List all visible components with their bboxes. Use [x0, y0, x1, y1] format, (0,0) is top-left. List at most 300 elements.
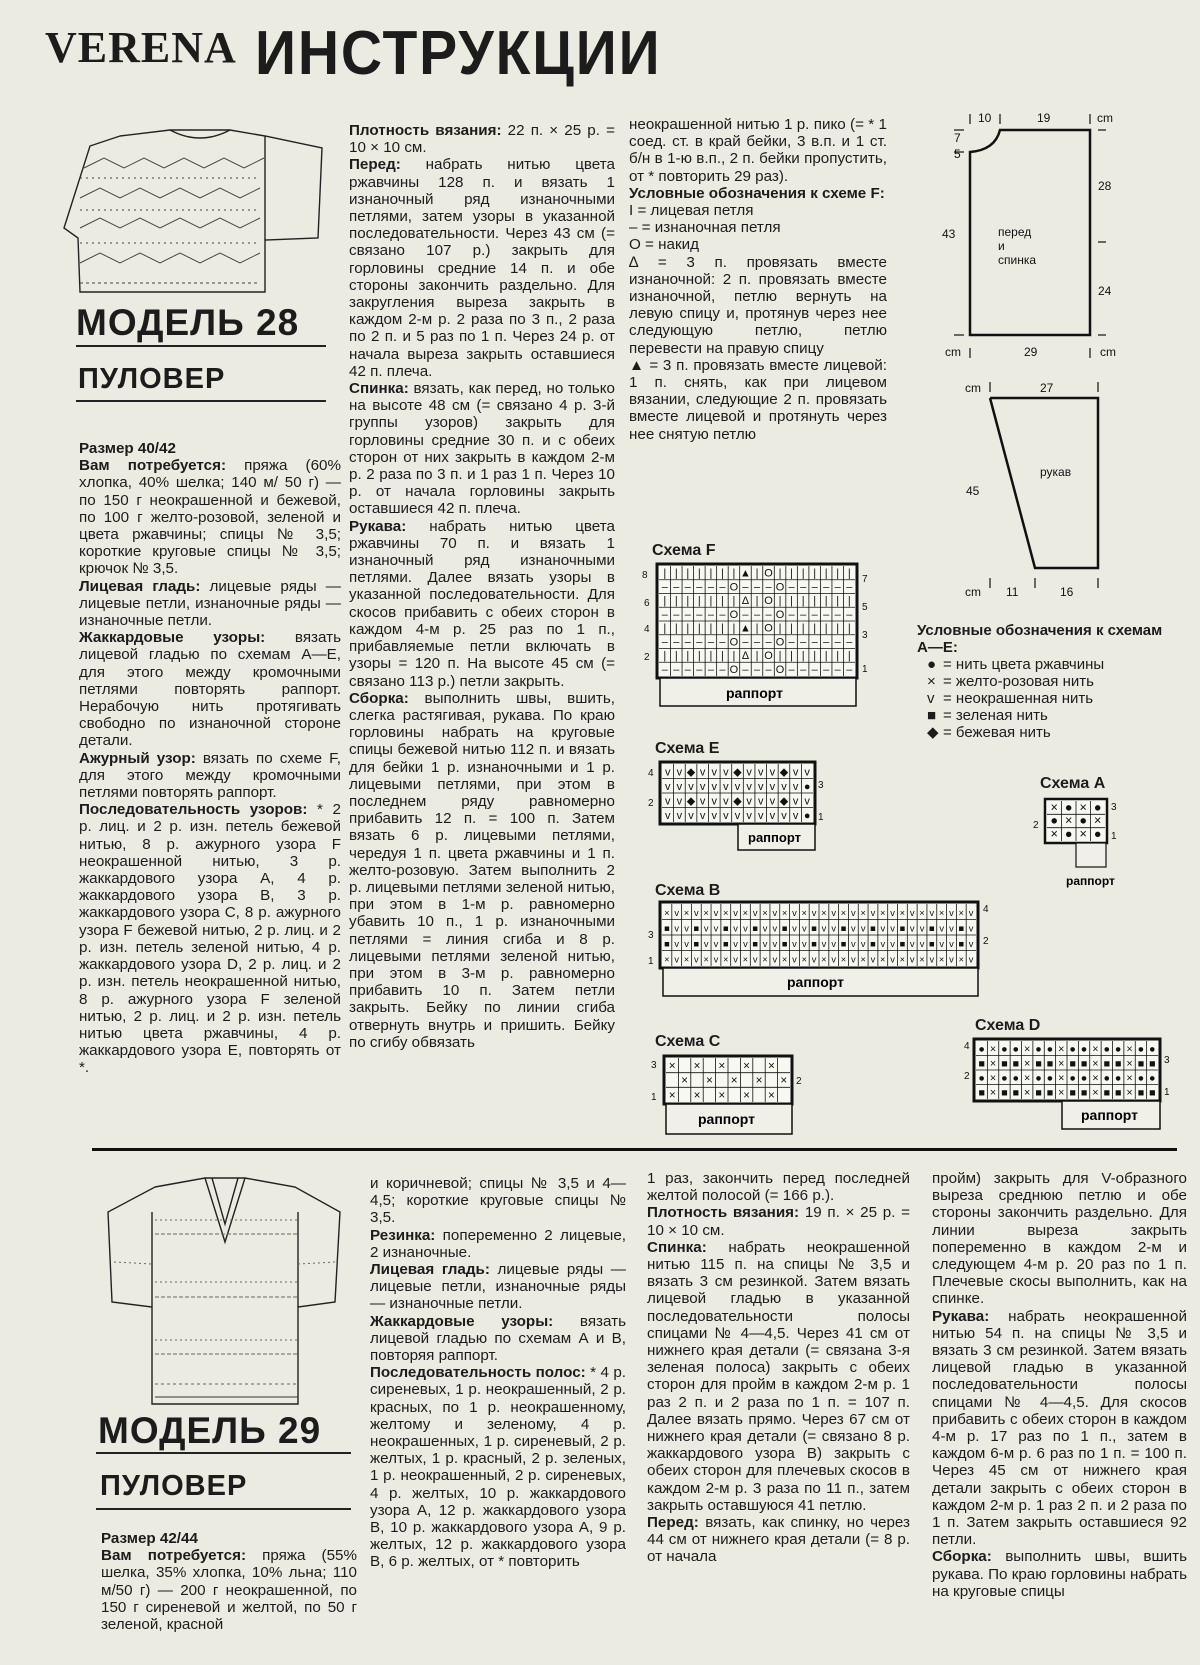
chart-cell: ×	[742, 954, 749, 965]
chart-cell: –	[788, 581, 795, 594]
chart-cell: ●	[1046, 1043, 1054, 1056]
model-28-title: МОДЕЛЬ 28	[76, 302, 300, 343]
front-label: Перед:	[349, 156, 401, 174]
chart-cell: v	[711, 766, 718, 779]
stockinette-label: Лицевая гладь:	[370, 1261, 490, 1279]
chart-cell: ×	[781, 954, 788, 965]
chart-cell: ×	[989, 1043, 997, 1056]
chart-cell: ●	[1137, 1072, 1145, 1085]
stockinette-text: лицевые ряды — лицевые петли, изнаночные ряды — изнаночные петли.	[79, 577, 341, 630]
chart-cell: v	[968, 939, 974, 950]
chart-cell: v	[746, 795, 752, 808]
stripes-text: * 4 р. сиреневых, 1 р. неокрашенный, 2 р. красных, по 1 р. неокрашенному, желтому и зеленому, 4 р. неокрашенных, 1 р. сиреневый, 2 р. желтых, 1 р. красный, 2 р. зеленых, 1 р. неокрашенный, 2 р. сиреневых, 4 р. желтых, 10 р. жаккардового узора А, 12 р. жаккардового узора В, 10 р. жаккардового узора А, 9 р. желтых, 12 р. жаккардового узора В, 6 р. желтых, от * повторить	[370, 1364, 626, 1571]
svg-text:8: 8	[642, 570, 648, 581]
picot-text: неокрашенной нитью 1 р. пико (= * 1 соед. ст. в край бейки, 3 в.п. и 1 ст. б/н в 1-ю в.п., 2 п. бейки пропустить, от * повторить 29 раз).	[629, 116, 887, 185]
chart-cell: ×	[1079, 827, 1087, 842]
divider	[96, 1452, 351, 1454]
sequence-label: Последовательность узоров:	[79, 801, 308, 819]
chart-cell: v	[674, 923, 680, 934]
chart-cell: v	[811, 954, 817, 965]
chart-cell: ×	[705, 1074, 713, 1088]
chart-cell: v	[723, 809, 729, 822]
chart-cell: ◆	[733, 766, 742, 779]
chart-cell: v	[694, 954, 699, 965]
chart-cell: ●	[1079, 813, 1088, 828]
svg-text:2: 2	[1033, 820, 1039, 831]
chart-cell: O	[775, 581, 785, 594]
chart-cell: |	[824, 595, 828, 608]
chart-cell: |	[824, 567, 828, 580]
chart-cell: ×	[989, 1072, 997, 1085]
chart-cell: ×	[989, 1057, 997, 1070]
chart-cell: |	[709, 567, 713, 580]
chart-cell: v	[757, 795, 764, 808]
chart-cell: ×	[860, 908, 866, 919]
chart-cell: |	[790, 650, 794, 663]
chart-cell: ×	[801, 908, 808, 919]
chart-cell: ×	[938, 908, 945, 919]
chart-cell: v	[733, 954, 738, 965]
chart-cell: ×	[1079, 800, 1087, 815]
svg-text:2: 2	[796, 1076, 802, 1087]
chart-cell: –	[684, 581, 691, 594]
section-divider	[92, 1148, 1177, 1151]
chart-cell: v	[870, 908, 876, 919]
chart-cell: –	[742, 608, 749, 621]
chart-cell: ■	[722, 939, 729, 950]
chart-cell: ■	[1149, 1057, 1156, 1070]
chart-cell: ■	[752, 923, 759, 934]
piece-label: и	[998, 239, 1005, 253]
chart-cell: v	[781, 780, 787, 793]
chart-cell: v	[676, 809, 683, 822]
chart-cell: –	[846, 636, 853, 649]
chart-cell: v	[870, 954, 876, 965]
dim-24: 24	[1098, 284, 1112, 298]
chart-cell: ■	[899, 939, 906, 950]
page-title: ИНСТРУКЦИИ	[255, 19, 662, 88]
chart-cell: v	[890, 954, 895, 965]
chart-cell: –	[753, 636, 761, 649]
chart-cell: ■	[1012, 1086, 1020, 1099]
legend-f-item: O = накид	[629, 236, 699, 254]
chart-cell: ●	[803, 780, 811, 793]
chart-cell: ×	[762, 954, 768, 965]
chart-cell: |	[755, 567, 759, 580]
chart-cell: ■	[840, 923, 847, 934]
back-text: вязать, как перед, но только на высоте 48 см (= связано 4 р. 3-й группы узоров) закрыть для горловины средние 30 п. и с обеих сторон от них закрыть в каждом 2-м р. 2 раза по 3 п. и 1 раз 1 п. Через 10 р. от начала горловины закрыть оставшиеся 42 п. плеча.	[349, 380, 615, 518]
chart-cell: –	[823, 636, 830, 649]
chart-cell: ●	[1149, 1072, 1156, 1085]
chart-cell: |	[790, 595, 794, 608]
chart-cell: v	[733, 923, 738, 934]
chart-cell: ×	[742, 908, 749, 919]
svg-text:3: 3	[651, 1060, 657, 1071]
needs-text: пряжа (60% хлопка, 40% шелка; 140 м/ 50 г) — по 150 г неокрашенной и бежевой, по 100 г желто-розовой, зеленой и цвета ржавчины; спицы № 3,5; короткие круговые спицы № 3,5; крючок № 3,5.	[79, 457, 341, 578]
chart-cell: O	[729, 663, 739, 676]
chart-cell: v	[890, 939, 895, 950]
chart-cell: ●	[1012, 1072, 1020, 1085]
model-29-title: МОДЕЛЬ 29	[98, 1410, 322, 1451]
chart-cell: O	[764, 650, 773, 663]
gauge-label: Плотность вязания:	[349, 122, 502, 139]
chart-cell: ×	[1094, 813, 1102, 828]
chart-cell: v	[939, 939, 944, 950]
chart-cell: v	[752, 908, 758, 919]
chart-cell: |	[686, 595, 690, 608]
chart-cell: ×	[703, 908, 709, 919]
jacquard-text: вязать лицевой гладью по схемам А и В, повторяя раппорт.	[370, 1312, 626, 1365]
rapport-label: раппорт	[748, 830, 801, 845]
dim-5: 5	[954, 147, 961, 161]
model-29-type: ПУЛОВЕР	[100, 1470, 248, 1502]
chart-cell: |	[790, 622, 794, 635]
chart-cell: ◆	[779, 766, 789, 779]
chart-cell: ●	[1093, 827, 1102, 842]
needs-label: Вам потребуется:	[79, 457, 227, 475]
chart-cell: –	[765, 608, 772, 621]
rib-label: Резинка:	[370, 1226, 436, 1244]
svg-text:4: 4	[648, 768, 654, 779]
svg-text:1: 1	[648, 956, 654, 967]
chart-cell: –	[834, 663, 841, 676]
sleeves-label: Рукава:	[932, 1307, 990, 1325]
chart-cell: ■	[899, 923, 906, 934]
chart-cell: ×	[1024, 1043, 1031, 1056]
chart-cell: |	[720, 650, 724, 663]
chart-cell: v	[733, 939, 738, 950]
chart-cell: |	[813, 622, 817, 635]
legend-f-item: – = изнаночная петля	[629, 219, 781, 237]
chart-cell: v	[757, 809, 764, 822]
chart-cell: ×	[1058, 1043, 1065, 1056]
chart-cell: ■	[1001, 1086, 1008, 1099]
assembly-text: выполнить швы, вшить рукава. По краю горловины набрать на круговые спицы	[932, 1548, 1187, 1600]
chart-cell: |	[801, 650, 805, 663]
chart-cell: |	[813, 650, 817, 663]
rib-text: попеременно 2 лицевые, 2 изнаночные.	[370, 1226, 626, 1261]
svg-text:2: 2	[644, 652, 650, 663]
chart-cell: |	[697, 567, 701, 580]
chart-cell: ●	[1050, 813, 1059, 828]
chart-cell: ●	[1137, 1043, 1145, 1056]
chart-cell: ×	[668, 1059, 676, 1073]
chart-cell: v	[909, 923, 915, 934]
legend-item: × = желто-розовая нить	[927, 673, 1094, 690]
chart-d	[962, 1035, 1172, 1135]
needs-text: пряжа (55% шелка, 35% хлопка, 10% льна; 110 м/50 г) — 200 г неокрашенной, по 150 г сиреневой и желтой, по 50 г зеленой, красной	[101, 1547, 357, 1634]
chart-cell: ×	[880, 954, 886, 965]
chart-cell: v	[804, 795, 810, 808]
dim-neck: 10	[978, 111, 992, 125]
chart-cell: ×	[1024, 1072, 1031, 1085]
chart-cell: –	[684, 636, 691, 649]
chart-cell: v	[968, 954, 974, 965]
model-29-column-1	[101, 1530, 357, 1633]
chart-cell: ×	[1024, 1086, 1031, 1099]
chart-cell: ■	[1046, 1057, 1054, 1070]
chart-a	[1030, 793, 1120, 893]
chart-cell: ×	[801, 954, 808, 965]
svg-text:4: 4	[983, 904, 989, 915]
chart-cell: ×	[767, 1088, 775, 1102]
model-28-column-2	[349, 122, 615, 1051]
sleeve-schematic	[960, 378, 1110, 603]
chart-cell: ●	[1103, 1072, 1111, 1085]
chart-cell: –	[834, 581, 841, 594]
body-schematic	[940, 110, 1120, 365]
back-label: Спинка:	[349, 380, 409, 398]
chart-cell: O	[764, 595, 773, 608]
chart-cell: |	[778, 567, 782, 580]
chart-cell: ■	[781, 923, 788, 934]
chart-cell: ■	[781, 939, 788, 950]
chart-cell: ■	[1103, 1086, 1111, 1099]
chart-c-label: Схема С	[655, 1033, 721, 1050]
chart-cell: ×	[683, 908, 690, 919]
chart-cell: ×	[1126, 1057, 1133, 1070]
chart-cell: ×	[668, 1088, 676, 1102]
chart-cell: ■	[929, 939, 935, 950]
chart-cell: ●	[1114, 1072, 1122, 1085]
chart-cell: ×	[723, 954, 729, 965]
model-29-column-3	[647, 1170, 910, 1566]
legend-ae	[917, 622, 1177, 741]
chart-cell: v	[949, 908, 954, 919]
chart-cell: v	[711, 795, 718, 808]
chart-cell: v	[949, 923, 954, 934]
back-label: Спинка:	[647, 1238, 707, 1256]
chart-cell: |	[801, 595, 805, 608]
svg-text:4: 4	[644, 624, 650, 635]
chart-cell: ×	[743, 1088, 751, 1102]
chart-cell: v	[811, 908, 817, 919]
chart-cell: ■	[1035, 1057, 1042, 1070]
chart-cell: v	[851, 923, 856, 934]
chart-cell: |	[847, 622, 851, 635]
chart-cell: v	[676, 795, 683, 808]
chart-cell: –	[846, 608, 853, 621]
chart-cell: ∆	[742, 650, 749, 663]
chart-cell: –	[661, 581, 668, 594]
chart-cell: ●	[1046, 1072, 1054, 1085]
chart-cell: v	[752, 954, 758, 965]
divider	[76, 345, 326, 347]
chart-cell: v	[821, 923, 827, 934]
chart-cell: ×	[899, 954, 906, 965]
chart-cell: |	[674, 595, 678, 608]
chart-cell: ●	[1114, 1043, 1122, 1056]
chart-cell: –	[684, 608, 691, 621]
chart-cell: –	[846, 581, 853, 594]
chart-cell: ×	[899, 908, 906, 919]
chart-cell: ×	[1058, 1072, 1065, 1085]
chart-cell: v	[804, 766, 810, 779]
chart-cell: –	[765, 663, 772, 676]
chart-cell: v	[949, 939, 954, 950]
chart-cell: ●	[1001, 1043, 1008, 1056]
chart-cell: v	[772, 908, 778, 919]
chart-cell: –	[742, 636, 749, 649]
svg-text:1: 1	[862, 664, 868, 675]
chart-cell: v	[665, 809, 671, 822]
chart-cell: |	[697, 622, 701, 635]
chart-cell: –	[661, 636, 668, 649]
chart-cell: ●	[1012, 1043, 1020, 1056]
chart-cell: –	[742, 663, 749, 676]
chart-cell: ■	[722, 923, 729, 934]
chart-cell: ×	[1058, 1057, 1065, 1070]
chart-cell: v	[733, 908, 738, 919]
svg-text:3: 3	[1164, 1055, 1170, 1066]
dim-11: 11	[1006, 585, 1019, 599]
chart-cell: v	[665, 780, 671, 793]
chart-cell: v	[674, 939, 680, 950]
chart-cell: |	[686, 622, 690, 635]
chart-cell: ×	[958, 908, 965, 919]
jacquard-text: вязать лицевой гладью по схемам А—Е, для этого между кромочными петлями повторять раппорт. Нерабочую нить протягивать свободно по изнаночной стороне детали.	[79, 629, 341, 750]
chart-cell: –	[834, 608, 841, 621]
chart-cell: –	[811, 581, 818, 594]
divider	[96, 1508, 351, 1510]
chart-cell: ×	[880, 908, 886, 919]
chart-cell: –	[719, 663, 726, 676]
chart-cell: ■	[1080, 1057, 1088, 1070]
chart-cell: –	[673, 581, 680, 594]
chart-cell: |	[847, 595, 851, 608]
chart-cell: v	[769, 766, 776, 779]
sleeves-text: набрать нитью цвета ржавчины 70 п. и вязать 1 изнаночный ряд изнаночными петлями. Далее вязать узоры в указанной последовательности. Для скосов прибавить с обеих сторон в каждом 4-м р. 25 раз по 1 п., прибавляемые петли включать в узоры = 120 п. На высоте 45 см (= связано 113 р.) петли закрыть.	[349, 517, 615, 690]
chart-cell: v	[880, 923, 886, 934]
chart-cell: |	[755, 650, 759, 663]
chart-cell: –	[753, 663, 761, 676]
chart-cell: ×	[1058, 1086, 1065, 1099]
chart-cell: –	[661, 608, 668, 621]
dim-unit: cm	[945, 345, 961, 359]
chart-cell: –	[788, 636, 795, 649]
chart-cell: ×	[821, 908, 827, 919]
rapport-label: раппорт	[1081, 1107, 1139, 1123]
needs-label: Вам потребуется:	[101, 1547, 247, 1565]
chart-cell: v	[781, 809, 787, 822]
sweater-28-illustration	[60, 128, 325, 296]
chart-cell: ●	[1035, 1072, 1042, 1085]
chart-cell: |	[836, 595, 840, 608]
legend-item: ■ = зеленая нить	[927, 707, 1048, 724]
legend-ae-title: Условные обозначения к схемам А—Е:	[917, 622, 1163, 656]
jacquard-label: Жаккардовые узоры:	[79, 629, 266, 647]
svg-text:4: 4	[964, 1041, 970, 1052]
chart-cell: |	[813, 567, 817, 580]
dim-29: 29	[1024, 345, 1038, 359]
chart-cell: v	[713, 939, 719, 950]
chart-cell: ×	[938, 954, 945, 965]
chart-cell: v	[713, 908, 719, 919]
assembly-label: Сборка:	[932, 1548, 992, 1566]
chart-cell: |	[720, 595, 724, 608]
size-label: Размер 42/44	[101, 1530, 198, 1547]
chart-cell: ×	[1092, 1086, 1099, 1099]
chart-cell: –	[823, 608, 830, 621]
chart-cell: ●	[803, 809, 811, 822]
chart-cell: ●	[1001, 1072, 1008, 1085]
chart-cell: ×	[919, 954, 925, 965]
lace-text: вязать по схеме F, для этого между кромочными петлями повторять раппорт.	[79, 749, 341, 802]
chart-cell: –	[673, 663, 680, 676]
svg-text:3: 3	[862, 630, 868, 641]
chart-cell: –	[846, 663, 853, 676]
chart-cell: |	[836, 622, 840, 635]
chart-cell: ●	[1069, 1072, 1076, 1085]
chart-cell: O	[775, 636, 785, 649]
chart-cell: |	[674, 567, 678, 580]
chart-cell: ■	[840, 939, 847, 950]
chart-cell: v	[734, 809, 741, 822]
chart-cell: ×	[1092, 1057, 1099, 1070]
chart-c	[648, 1052, 818, 1140]
chart-cell: ×	[840, 908, 847, 919]
chart-cell: ×	[821, 954, 827, 965]
chart-cell: –	[811, 608, 818, 621]
gauge-text: 22 п. × 25 р. = 10 × 10 см.	[349, 122, 615, 157]
chart-cell: |	[824, 650, 828, 663]
chart-cell: v	[949, 954, 954, 965]
chart-cell: v	[713, 954, 719, 965]
chart-cell: v	[890, 923, 895, 934]
chart-cell: ×	[1126, 1086, 1133, 1099]
chart-cell: v	[860, 939, 866, 950]
chart-cell: v	[703, 923, 709, 934]
chart-cell: ×	[958, 954, 965, 965]
back-text: набрать неокрашенной нитью 115 п. на спицы № 3,5 и вязать 3 см резинкой. Затем вязать лицевой гладью в указанной последовательности полосы спицами № 4—4,5. Через 41 см от нижнего края детали (= связана 3-я зеленая полоса) закрыть с обеих сторон для пройм в каждом 2-м р. 1 раз 2 п. и 2 раза по 1 п. = 107 п. Далее вязать прямо. Через 67 см от нижнего края детали (= связано 8 р. жаккардового узора В) закрыть с обеих сторон для плечевых скосов в каждом 2-м р. 3 раза по 11 п., затем закрыть оставшуюся 41 петлю.	[647, 1238, 910, 1514]
chart-cell: v	[699, 766, 706, 779]
chart-cell: ■	[870, 923, 876, 934]
chart-cell: v	[769, 780, 776, 793]
chart-cell: –	[707, 663, 714, 676]
chart-cell: ×	[693, 1088, 701, 1102]
chart-cell: v	[919, 923, 925, 934]
chart-cell: ×	[730, 1074, 738, 1088]
chart-cell: ●	[1035, 1043, 1042, 1056]
rapport-label: раппорт	[726, 685, 784, 701]
chart-cell: |	[778, 622, 782, 635]
svg-text:5: 5	[862, 602, 868, 613]
chart-cell: |	[732, 567, 736, 580]
chart-cell: ●	[1149, 1043, 1156, 1056]
chart-cell: |	[663, 595, 667, 608]
chart-cell: ×	[718, 1059, 726, 1073]
chart-cell: ×	[703, 954, 709, 965]
chart-cell: v	[674, 954, 680, 965]
chart-cell: v	[746, 766, 752, 779]
chart-cell: ■	[752, 939, 759, 950]
chart-cell: v	[769, 795, 776, 808]
svg-text:2: 2	[964, 1071, 970, 1082]
chart-cell: v	[968, 923, 974, 934]
chart-cell: O	[729, 608, 739, 621]
chart-cell: ∆	[742, 595, 749, 608]
chart-cell: v	[792, 780, 799, 793]
chart-cell: –	[696, 663, 703, 676]
dim-7: 7	[954, 131, 961, 145]
chart-cell: v	[746, 780, 752, 793]
chart-f-label: Схема F	[652, 542, 716, 559]
sweater-29-illustration	[100, 1172, 350, 1412]
chart-cell: v	[665, 766, 671, 779]
jacquard-label: Жаккардовые узоры:	[370, 1312, 554, 1330]
chart-cell: v	[880, 939, 886, 950]
chart-cell: v	[674, 908, 680, 919]
